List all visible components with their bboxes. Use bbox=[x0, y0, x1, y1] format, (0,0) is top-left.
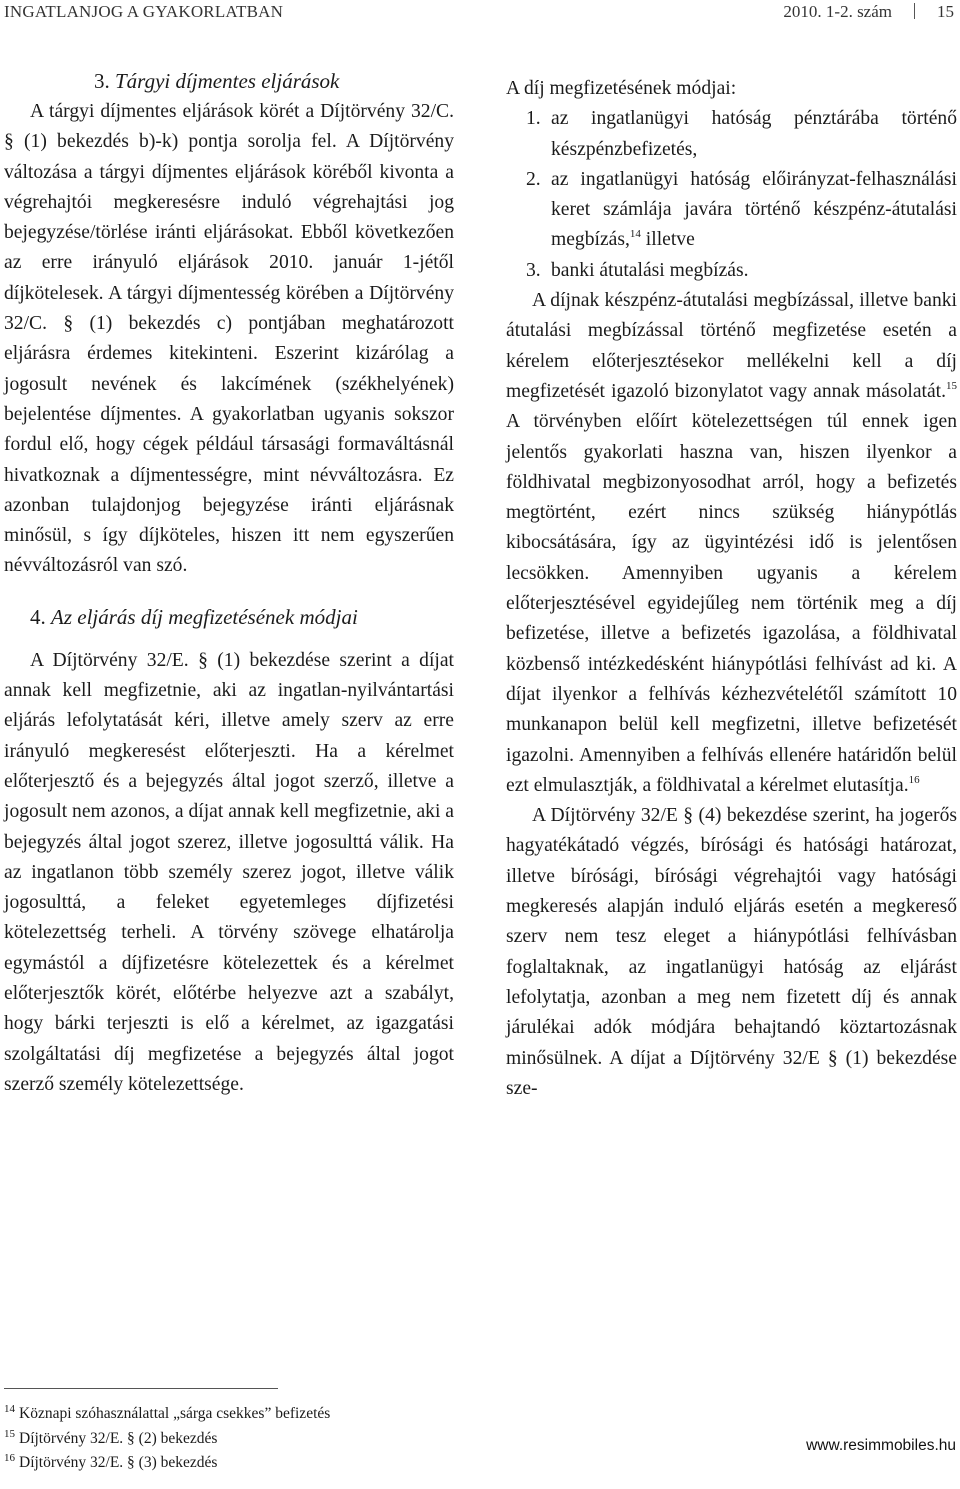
footnote bbox=[4, 1451, 464, 1476]
list-item-number: 1. bbox=[526, 108, 541, 130]
section-3-title: Tárgyi díjmentes eljárások bbox=[115, 69, 340, 93]
list-item-tail: illetve bbox=[640, 229, 695, 251]
right-column bbox=[506, 74, 957, 1104]
section-4-number: 4. bbox=[30, 604, 46, 629]
issue-number: 2010. 1-2. szám bbox=[783, 2, 892, 21]
paragraph-text: A díjnak készpénz-átutalási megbízással, illetve banki átutalási megbízással történő megfizetése esetén a kérelem előterjesztésekor mellékelni kell a díj megfizetését igazoló bizonylatot vagy annak másolatát. bbox=[506, 290, 957, 402]
footnote-divider bbox=[4, 1388, 278, 1389]
list-item bbox=[506, 165, 957, 256]
footnote-ref: 15 bbox=[946, 379, 957, 392]
section-3-heading bbox=[94, 66, 454, 96]
paragraph-exempt-procedures: A tárgyi díjmentes eljárások körét a Díjtörvény 32/C. § (1) bekezdés b)-k) pontja sorolja fel. A Díjtörvény változása a tárgyi díjmentes eljárások köréből kivonta a végrehajtói megkeresésre induló végrehajtási jog bejegyzése/törlése iránti eljárásokat. Ebből következően az erre irányuló eljárások 2010. január 1-jétől díjkötelesek. A tárgyi díjmentesség körében a Díjtörvény 32/C. § (1) bekezdés c) pontjában meghatározott eljárásra érdemes kitekinteni. Eszerint kizárólag a jogosult nevének és lakcímének (székhelyének) bejelentése díjmentes. A gyakorlatban ugyanis sokszor fordul elő, hogy cégek például társasági formaváltásnál hivatkoznak a díjmentességre, mint névváltozásra. Ez azonban tulajdonjog bejegyzése iránti eljárásnak minősül, s így díjköteles, hiszen itt nem egyszerűen névváltozásról van szó. bbox=[4, 101, 454, 577]
footnote-text: Köznapi szóhasználattal „sárga csekkes” befizetés bbox=[19, 1405, 331, 1422]
footnote bbox=[4, 1427, 464, 1452]
left-column bbox=[4, 66, 454, 1100]
payment-modes-title: A díj megfizetésének módjai: bbox=[506, 78, 737, 99]
list-item-number: 3. bbox=[526, 259, 541, 281]
payment-modes-list bbox=[506, 104, 957, 286]
section-3-number: 3. bbox=[94, 69, 110, 93]
section-4-title: Az eljárás díj megfizetésének módjai bbox=[51, 604, 358, 629]
footnote-number: 15 bbox=[4, 1427, 15, 1440]
journal-title: INGATLANJOG A GYAKORLATBAN bbox=[4, 2, 284, 21]
list-item-text: az ingatlanügyi hatóság előirányzat-felhasználási keret számlája javára történő készpénz-átutalási megbízás, bbox=[551, 168, 957, 251]
list-item-text: az ingatlanügyi hatóság pénztárába történő készpénzbefizetés, bbox=[551, 108, 957, 160]
footnote-number: 16 bbox=[4, 1452, 15, 1464]
footnote-ref: 16 bbox=[908, 773, 920, 786]
section-4-heading bbox=[30, 602, 454, 632]
issue-and-page bbox=[783, 2, 954, 22]
footnote-text: Díjtörvény 32/E. § (2) bekezdés bbox=[19, 1429, 218, 1447]
page-header bbox=[0, 0, 960, 28]
page-number: 15 bbox=[937, 2, 954, 21]
list-item-text: banki átutalási megbízás. bbox=[551, 259, 749, 281]
list-item bbox=[506, 256, 957, 286]
footnote-ref: 14 bbox=[629, 228, 641, 241]
website-link[interactable]: www.resimmobiles.hu bbox=[806, 1437, 956, 1454]
header-divider bbox=[914, 3, 915, 19]
footnote-text: Díjtörvény 32/E. § (3) bekezdés bbox=[19, 1454, 218, 1471]
paragraph-payment-obligation: A Díjtörvény 32/E. § (1) bekezdése szerint a díjat annak kell megfizetnie, aki az ingatlan-nyilvántartási eljárás lefolytatását kéri, illetve amely szerv az erre irányuló megkeresést előterjeszti. Ha a kérelmet előterjesztő és a bejegyzés által jogot szerző, illetve a jogosult nem azonos, a díjat annak kell megfizetnie, aki a bejegyzés által jogot szerez, illetve jogosulttá válik. Ha az ingatlanon több személy szerez jogot, illetve válik jogosulttá, a feleket egyetemleges díjfizetési kötelezettség terheli. A törvény szövege elhatárolja egymástól a díjfizetésre kötelezettek és a kérelmet előterjesztők körét, előtérbe helyezve azt a szabályt, hogy bárki terjeszti is elő a kérelmet, az igazgatási szolgáltatási díj megfizetése a bejegyzés által jogot szerző személy kötelezettsége. bbox=[4, 649, 454, 1095]
footnote bbox=[4, 1402, 464, 1427]
list-item-number: 2. bbox=[526, 168, 541, 190]
footnote-number: 14 bbox=[4, 1403, 15, 1415]
paragraph-text: A törvényben előírt kötelezettségen túl ennek igen jelentős gyakorlati haszna van, hiszen ilyenkor a földhivatal megbizonyosodhat arról, hogy a befizetés megtörtént, ezért nincs szükség hiánypótlás kibocsátására, így az ügyintézési idő is jelentősen lecsökken. Amennyiben ugyanis a kérelem előterjesztésével egyidejűleg nem történik meg a díj befizetése, illetve a befizetés igazolása, a földhivatal közbenső intézkedésként hiánypótlási felhívást ad ki. A díjat ilyenkor a felhívás kézhezvételétől számított 10 munkanapon belül kell megfizetni, illetve befizetését igazolni. Amennyiben a felhívás ellenére határidőn belül ezt elmulasztják, a földhivatal a kérelmet elutasítja. bbox=[506, 411, 957, 796]
paragraph-payment-proof bbox=[506, 286, 957, 801]
footnotes bbox=[4, 1402, 464, 1476]
paragraph-enforcement: A Díjtörvény 32/E § (4) bekezdése szerint, ha jogerős hagyatékátadó végzés, bírósági és hatósági határozat, illetve bírósági, bírósági végrehajtói vagy hatósági megkeresés alapján induló eljárás esetén a megkereső szerv nem tesz eleget a hiánypótlási felhívásban foglaltaknak, az ingatlanügyi hatóság az eljárást lefolytatja, azonban a meg nem fizetett díj és annak járulékai adók módjára behajtandó köztartozásnak minősülnek. A díjat a Díjtörvény 32/E § (1) bekezdése sze- bbox=[506, 805, 957, 1099]
list-item bbox=[506, 104, 957, 165]
